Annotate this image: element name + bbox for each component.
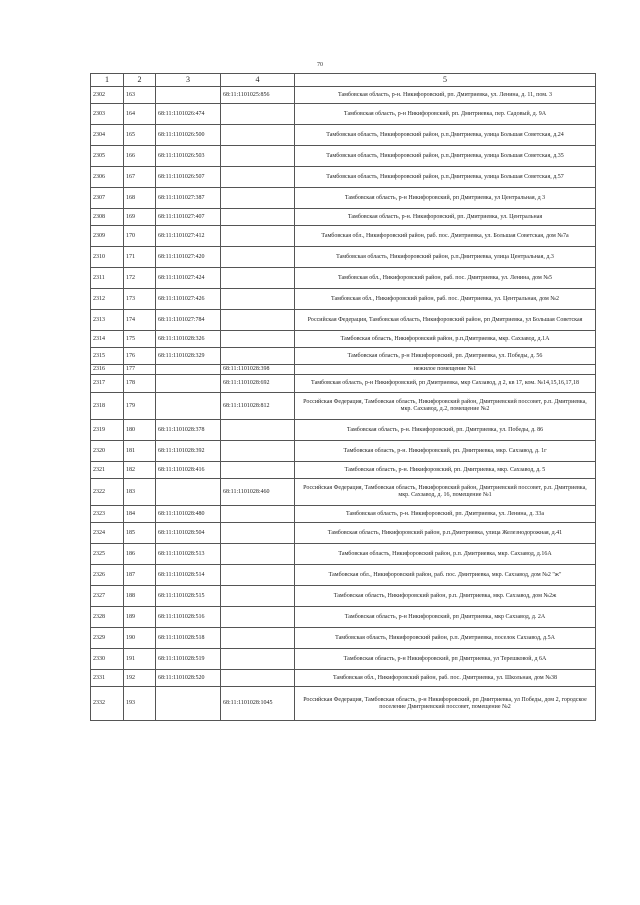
row-number-cell: 2318 bbox=[91, 393, 124, 420]
premises-cadastral-number-cell bbox=[221, 125, 295, 146]
premises-cadastral-number-cell bbox=[221, 420, 295, 441]
table-row bbox=[91, 586, 596, 607]
row-index-cell: 192 bbox=[124, 670, 156, 687]
premises-cadastral-number-cell bbox=[221, 188, 295, 209]
row-index-cell: 171 bbox=[124, 247, 156, 268]
cadastral-number-cell: 68:11:1101027:387 bbox=[156, 188, 221, 209]
cadastral-number-cell bbox=[156, 687, 221, 721]
row-number-cell: 2327 bbox=[91, 586, 124, 607]
address-cell: Тамбовская обл., Никифоровский район, раб. пос. Дмитриевка, ул. Большая Советская, дом №7а bbox=[295, 226, 596, 247]
table-row bbox=[91, 441, 596, 462]
address-cell: Тамбовская область, р-н Никифоровский, рп Дмитриевка, ул Центральная, д 3 bbox=[295, 188, 596, 209]
table-row bbox=[91, 375, 596, 393]
address-cell: нежилое помещение №1 bbox=[295, 365, 596, 375]
row-number-cell: 2305 bbox=[91, 146, 124, 167]
cadastral-number-cell: 68:11:1101028:329 bbox=[156, 348, 221, 365]
row-index-cell: 170 bbox=[124, 226, 156, 247]
row-number-cell: 2326 bbox=[91, 565, 124, 586]
table-row bbox=[91, 479, 596, 506]
table-row bbox=[91, 188, 596, 209]
row-index-cell: 175 bbox=[124, 331, 156, 348]
row-number-cell: 2308 bbox=[91, 209, 124, 226]
row-number-cell: 2321 bbox=[91, 462, 124, 479]
row-index-cell: 179 bbox=[124, 393, 156, 420]
column-header-4: 4 bbox=[221, 74, 295, 87]
cadastral-number-cell bbox=[156, 87, 221, 104]
cadastral-number-cell: 68:11:1101027:407 bbox=[156, 209, 221, 226]
cadastral-number-cell bbox=[156, 365, 221, 375]
row-index-cell: 187 bbox=[124, 565, 156, 586]
address-cell: Тамбовская область, р-н. Никифоровский, рп. Дмитриевка, мкр. Сахзавод, д. 5 bbox=[295, 462, 596, 479]
table-row bbox=[91, 125, 596, 146]
address-cell: Тамбовская область, р-н. Никифоровский, рп. Дмитриевка, ул. Центральная bbox=[295, 209, 596, 226]
table-row bbox=[91, 393, 596, 420]
row-number-cell: 2330 bbox=[91, 649, 124, 670]
address-cell: Тамбовская область, р-н Никифоровский, рп. Дмитриевка, пер. Садовый, д. 9А bbox=[295, 104, 596, 125]
row-number-cell: 2325 bbox=[91, 544, 124, 565]
table-row bbox=[91, 87, 596, 104]
row-number-cell: 2307 bbox=[91, 188, 124, 209]
cadastral-number-cell: 68:11:1101028:516 bbox=[156, 607, 221, 628]
row-index-cell: 172 bbox=[124, 268, 156, 289]
cadastral-number-cell: 68:11:1101028:514 bbox=[156, 565, 221, 586]
table-row bbox=[91, 523, 596, 544]
premises-cadastral-number-cell bbox=[221, 146, 295, 167]
address-cell: Тамбовская область, Никифоровский район, р.п.Дмитриевка, улица Центральная, д.3 bbox=[295, 247, 596, 268]
cadastral-number-cell: 68:11:1101027:424 bbox=[156, 268, 221, 289]
address-cell: Российская Федерация, Тамбовская область, Никифоровский район, рп Дмитриевка, ул Большая Советская bbox=[295, 310, 596, 331]
row-index-cell: 181 bbox=[124, 441, 156, 462]
cadastral-number-cell: 68:11:1101026:474 bbox=[156, 104, 221, 125]
row-index-cell: 168 bbox=[124, 188, 156, 209]
row-index-cell: 178 bbox=[124, 375, 156, 393]
row-index-cell: 173 bbox=[124, 289, 156, 310]
premises-cadastral-number-cell bbox=[221, 226, 295, 247]
table-row bbox=[91, 247, 596, 268]
cadastral-number-cell: 68:11:1101028:392 bbox=[156, 441, 221, 462]
table-row bbox=[91, 268, 596, 289]
row-index-cell: 166 bbox=[124, 146, 156, 167]
premises-cadastral-number-cell bbox=[221, 289, 295, 310]
address-cell: Тамбовская область, Никифоровский район, р.п. Дмитриевка, мкр. Сахзавод, д.16А bbox=[295, 544, 596, 565]
row-number-cell: 2306 bbox=[91, 167, 124, 188]
table-row bbox=[91, 167, 596, 188]
address-cell: Тамбовская область, р-н Никифоровский, рп Дмитриевка, мкр Сахзавод, д. 2А bbox=[295, 607, 596, 628]
address-cell: Тамбовская область, Никифоровский район, р.п.Дмитриевка, улица Большая Советская, д.57 bbox=[295, 167, 596, 188]
cadastral-number-cell: 68:11:1101028:326 bbox=[156, 331, 221, 348]
premises-cadastral-number-cell: 68:11:1101028:812 bbox=[221, 393, 295, 420]
cadastral-number-cell: 68:11:1101027:426 bbox=[156, 289, 221, 310]
row-index-cell: 164 bbox=[124, 104, 156, 125]
cadastral-number-cell: 68:11:1101027:784 bbox=[156, 310, 221, 331]
table-row bbox=[91, 331, 596, 348]
address-cell: Тамбовская обл., Никифоровский район, раб. пос. Дмитриевка, ул. Школьная, дом №38 bbox=[295, 670, 596, 687]
row-index-cell: 188 bbox=[124, 586, 156, 607]
address-cell: Тамбовская обл., Никифоровский район, раб. пос. Дмитриевка, мкр. Сахзавод, дом №2 "ж" bbox=[295, 565, 596, 586]
row-index-cell: 163 bbox=[124, 87, 156, 104]
row-number-cell: 2316 bbox=[91, 365, 124, 375]
address-cell: Тамбовская область, Никифоровский район, р.п.Дмитриевка, улица Большая Советская, д.24 bbox=[295, 125, 596, 146]
row-index-cell: 185 bbox=[124, 523, 156, 544]
cadastral-number-cell: 68:11:1101028:480 bbox=[156, 506, 221, 523]
row-number-cell: 2319 bbox=[91, 420, 124, 441]
row-number-cell: 2320 bbox=[91, 441, 124, 462]
row-number-cell: 2311 bbox=[91, 268, 124, 289]
cadastral-number-cell: 68:11:1101028:519 bbox=[156, 649, 221, 670]
address-cell: Тамбовская область, р-н. Никифоровский, рп. Дмитриевка, мкр. Сахзавод, д. 1г bbox=[295, 441, 596, 462]
row-index-cell: 174 bbox=[124, 310, 156, 331]
row-number-cell: 2309 bbox=[91, 226, 124, 247]
address-cell: Тамбовская область, р-н Никифоровский, рп Дмитриевка, мкр Сахзавод, д 2, кв 17, ком. №14,15,16,17,18 bbox=[295, 375, 596, 393]
table-row bbox=[91, 146, 596, 167]
row-number-cell: 2304 bbox=[91, 125, 124, 146]
premises-cadastral-number-cell bbox=[221, 506, 295, 523]
premises-cadastral-number-cell bbox=[221, 523, 295, 544]
premises-cadastral-number-cell bbox=[221, 348, 295, 365]
address-cell: Тамбовская область, Никифоровский район, р.п. Дмитриевка, мкр. Сахзавод, дом №2ж bbox=[295, 586, 596, 607]
table-row bbox=[91, 462, 596, 479]
page-number: 70 bbox=[317, 62, 323, 68]
premises-cadastral-number-cell bbox=[221, 544, 295, 565]
row-index-cell: 190 bbox=[124, 628, 156, 649]
row-number-cell: 2331 bbox=[91, 670, 124, 687]
row-number-cell: 2323 bbox=[91, 506, 124, 523]
column-header-5: 5 bbox=[295, 74, 596, 87]
row-number-cell: 2312 bbox=[91, 289, 124, 310]
address-cell: Тамбовская обл., Никифоровский район, раб. пос. Дмитриевка, ул. Центральная, дом №2 bbox=[295, 289, 596, 310]
cadastral-number-cell: 68:11:1101028:416 bbox=[156, 462, 221, 479]
row-number-cell: 2302 bbox=[91, 87, 124, 104]
cadastral-number-cell: 68:11:1101028:515 bbox=[156, 586, 221, 607]
premises-cadastral-number-cell: 68:11:1101028:692 bbox=[221, 375, 295, 393]
premises-cadastral-number-cell bbox=[221, 310, 295, 331]
address-cell: Тамбовская область, Никифоровский район, р.п. Дмитриевка, поселок Сахзавод, д.5А bbox=[295, 628, 596, 649]
column-header-1: 1 bbox=[91, 74, 124, 87]
cadastral-number-cell bbox=[156, 393, 221, 420]
column-header-2: 2 bbox=[124, 74, 156, 87]
row-number-cell: 2332 bbox=[91, 687, 124, 721]
table-row bbox=[91, 104, 596, 125]
row-index-cell: 182 bbox=[124, 462, 156, 479]
cadastral-number-cell bbox=[156, 479, 221, 506]
row-number-cell: 2328 bbox=[91, 607, 124, 628]
row-number-cell: 2313 bbox=[91, 310, 124, 331]
table-row bbox=[91, 506, 596, 523]
table-row bbox=[91, 348, 596, 365]
row-index-cell: 177 bbox=[124, 365, 156, 375]
premises-cadastral-number-cell bbox=[221, 628, 295, 649]
address-cell: Российская Федерация, Тамбовская область, Никифоровский район, Дмитриевский поссовет, р.п. Дмитриевка, мкр. Сахзавод, д. 16, помещение №1 bbox=[295, 479, 596, 506]
premises-cadastral-number-cell bbox=[221, 586, 295, 607]
table-row bbox=[91, 310, 596, 331]
address-cell: Тамбовская обл., Никифоровский район, раб. пос. Дмитриевка, ул. Ленина, дом №5 bbox=[295, 268, 596, 289]
cadastral-number-cell: 68:11:1101026:503 bbox=[156, 146, 221, 167]
row-index-cell: 186 bbox=[124, 544, 156, 565]
table-row bbox=[91, 649, 596, 670]
row-index-cell: 165 bbox=[124, 125, 156, 146]
row-index-cell: 180 bbox=[124, 420, 156, 441]
cadastral-number-cell: 68:11:1101026:500 bbox=[156, 125, 221, 146]
row-index-cell: 191 bbox=[124, 649, 156, 670]
address-cell: Тамбовская область, р-н. Никифоровский, рп. Дмитриевка, ул. Ленина, д. 11, пом. 3 bbox=[295, 87, 596, 104]
row-index-cell: 169 bbox=[124, 209, 156, 226]
cadastral-number-cell: 68:11:1101027:420 bbox=[156, 247, 221, 268]
cadastral-number-cell: 68:11:1101026:507 bbox=[156, 167, 221, 188]
row-index-cell: 189 bbox=[124, 607, 156, 628]
premises-cadastral-number-cell bbox=[221, 104, 295, 125]
premises-cadastral-number-cell: 68:11:1101028:460 bbox=[221, 479, 295, 506]
row-number-cell: 2322 bbox=[91, 479, 124, 506]
row-index-cell: 193 bbox=[124, 687, 156, 721]
premises-cadastral-number-cell bbox=[221, 649, 295, 670]
property-registry-table bbox=[90, 73, 596, 721]
address-cell: Российская Федерация, Тамбовская область, р-н Никифоровский, рп Дмитриевка, ул Победы, дом 2, городское поселение Дмитриевский поссовет, помещение №2 bbox=[295, 687, 596, 721]
table-row bbox=[91, 687, 596, 721]
address-cell: Тамбовская область, р-н Никифоровский, рп Дмитриевка, ул Терешковой, д 6А bbox=[295, 649, 596, 670]
row-number-cell: 2324 bbox=[91, 523, 124, 544]
premises-cadastral-number-cell: 68:11:1101028:398 bbox=[221, 365, 295, 375]
premises-cadastral-number-cell bbox=[221, 462, 295, 479]
premises-cadastral-number-cell bbox=[221, 670, 295, 687]
table-row bbox=[91, 365, 596, 375]
cadastral-number-cell bbox=[156, 375, 221, 393]
cadastral-number-cell: 68:11:1101028:518 bbox=[156, 628, 221, 649]
cadastral-number-cell: 68:11:1101028:513 bbox=[156, 544, 221, 565]
premises-cadastral-number-cell bbox=[221, 209, 295, 226]
premises-cadastral-number-cell: 68:11:1101028:1045 bbox=[221, 687, 295, 721]
premises-cadastral-number-cell: 68:11:1101025:856 bbox=[221, 87, 295, 104]
table-row bbox=[91, 226, 596, 247]
header-row bbox=[91, 74, 596, 87]
premises-cadastral-number-cell bbox=[221, 167, 295, 188]
table-row bbox=[91, 628, 596, 649]
table-body bbox=[91, 87, 596, 721]
premises-cadastral-number-cell bbox=[221, 247, 295, 268]
row-index-cell: 167 bbox=[124, 167, 156, 188]
table-row bbox=[91, 544, 596, 565]
cadastral-number-cell: 68:11:1101028:520 bbox=[156, 670, 221, 687]
table-row bbox=[91, 420, 596, 441]
address-cell: Российская Федерация, Тамбовская область, Никифоровский район, Дмитриевский поссовет, р.п. Дмитриевка, мкр. Сахзавод, д.2, помещение №2 bbox=[295, 393, 596, 420]
table-row bbox=[91, 607, 596, 628]
address-cell: Тамбовская область, р-н Никифоровский, рп. Дмитриевка, ул. Победы, д. 56 bbox=[295, 348, 596, 365]
address-cell: Тамбовская область, Никифоровский район, р.п.Дмитриевка, улица Железнодорожная, д.41 bbox=[295, 523, 596, 544]
premises-cadastral-number-cell bbox=[221, 268, 295, 289]
table-row bbox=[91, 670, 596, 687]
row-number-cell: 2303 bbox=[91, 104, 124, 125]
premises-cadastral-number-cell bbox=[221, 441, 295, 462]
row-index-cell: 184 bbox=[124, 506, 156, 523]
row-index-cell: 183 bbox=[124, 479, 156, 506]
cadastral-number-cell: 68:11:1101028:378 bbox=[156, 420, 221, 441]
row-index-cell: 176 bbox=[124, 348, 156, 365]
row-number-cell: 2329 bbox=[91, 628, 124, 649]
row-number-cell: 2310 bbox=[91, 247, 124, 268]
table-row bbox=[91, 209, 596, 226]
cadastral-number-cell: 68:11:1101027:412 bbox=[156, 226, 221, 247]
row-number-cell: 2315 bbox=[91, 348, 124, 365]
address-cell: Тамбовская область, Никифоровский район, р.п.Дмитриевка, мкр. Сахзавод, д.1А bbox=[295, 331, 596, 348]
column-header-3: 3 bbox=[156, 74, 221, 87]
address-cell: Тамбовская область, р-н. Никифоровский, рп. Дмитриевка, ул. Ленина, д. 33а bbox=[295, 506, 596, 523]
premises-cadastral-number-cell bbox=[221, 331, 295, 348]
address-cell: Тамбовская область, р-н. Никифоровский, рп. Дмитриевка, ул. Победы, д. 86 bbox=[295, 420, 596, 441]
cadastral-number-cell: 68:11:1101028:504 bbox=[156, 523, 221, 544]
premises-cadastral-number-cell bbox=[221, 607, 295, 628]
address-cell: Тамбовская область, Никифоровский район, р.п.Дмитриевка, улица Большая Советская, д.35 bbox=[295, 146, 596, 167]
table-row bbox=[91, 565, 596, 586]
row-number-cell: 2314 bbox=[91, 331, 124, 348]
row-number-cell: 2317 bbox=[91, 375, 124, 393]
table-row bbox=[91, 289, 596, 310]
premises-cadastral-number-cell bbox=[221, 565, 295, 586]
